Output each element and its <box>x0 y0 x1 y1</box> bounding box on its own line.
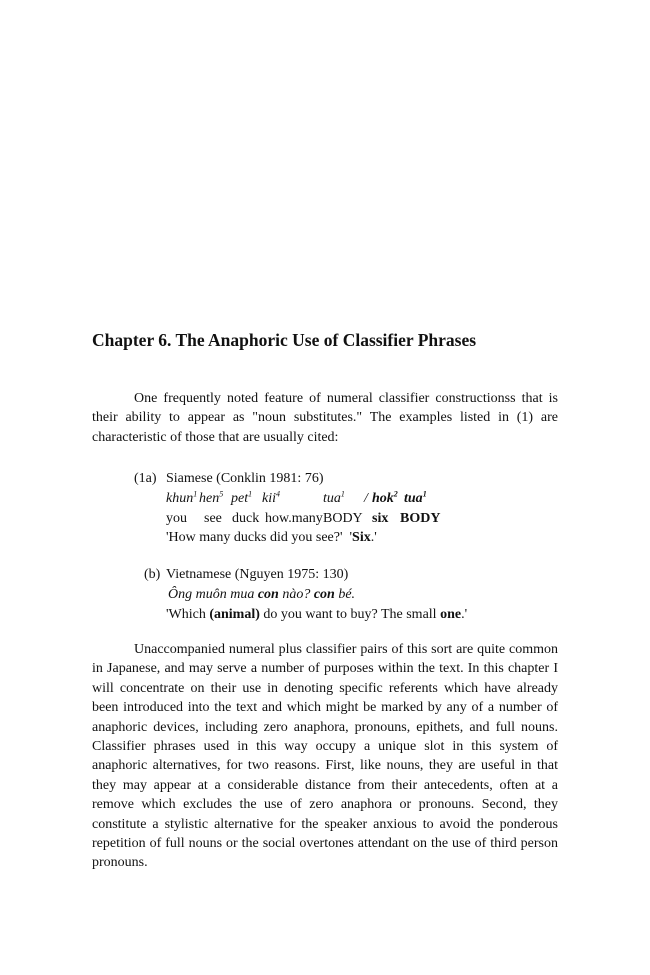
intro-paragraph <box>92 389 558 447</box>
example-1a-gloss: six <box>372 511 389 526</box>
example-1a-separator: / <box>364 491 368 506</box>
example-1a-label: (1a) <box>134 471 157 486</box>
example-1a-word: pet$^1$ <box>231 489 253 506</box>
example-1a-word: tua$^1$ <box>404 489 427 506</box>
example-1a-source: Siamese (Conklin 1981: 76) <box>166 471 324 486</box>
example-1a-word: hen$^5$ <box>199 489 224 506</box>
example-1a-word: kii$^4$ <box>262 489 280 506</box>
example-1a-gloss: how.many <box>265 511 323 526</box>
example-1a-word: hok$^2$ <box>372 489 398 506</box>
example-1a-gloss: duck <box>232 511 260 526</box>
body-paragraph <box>92 640 558 873</box>
example-1a-gloss: you <box>166 511 187 526</box>
example-1a-translation: 'How many ducks did you see?' 'Six.' <box>166 530 377 545</box>
example-1a-gloss: BODY <box>400 511 441 526</box>
chapter-title: Chapter 6. The Anaphoric Use of Classifier Phrases <box>92 330 477 350</box>
example-1b-source: Vietnamese (Nguyen 1975: 130) <box>166 567 349 582</box>
body-paragraph-text: Unaccompanied numeral plus classifier pairs of this sort are quite common in Japanese, and may serve a number of purposes within the text. In this chapter I will concentrate on their use in denoting specific referents which have already been introduced into the text and which might be marked by any of a number of anaphoric devices, including zero anaphora, pronouns, epithets, and full nouns. Classifier phrases used in this way occupy a unique slot in this system of anaphoric alternatives, for two reasons. First, like nouns, they are useful in that they may appear at a considerable distance from their antecedents, often at a remove which excludes the use of zero anaphora or pronouns. Second, they constitute a stylistic alternative for the speaker anxious to avoid the ponderous repetition of full nouns or the social overtones attendant on the use of third person pronouns. <box>92 642 558 871</box>
example-1a-word: khun$^1$ <box>166 489 198 506</box>
intro-paragraph-text: One frequently noted feature of numeral classifier constructionss that is their ability to appear as "noun substitutes." The examples listed in (1) are characteristic of those that are usually cited: <box>92 391 558 445</box>
example-1a-gloss: see <box>204 511 222 526</box>
example-1a-word: tua$^1$ <box>323 489 345 506</box>
example-1b-label: (b) <box>144 567 161 582</box>
example-1b-translation: 'Which (animal) do you want to buy? The small one.' <box>166 607 468 622</box>
example-1b-sentence: Ông muôn mua con nào? con bé. <box>168 587 356 602</box>
example-1a-gloss: BODY <box>323 511 363 526</box>
